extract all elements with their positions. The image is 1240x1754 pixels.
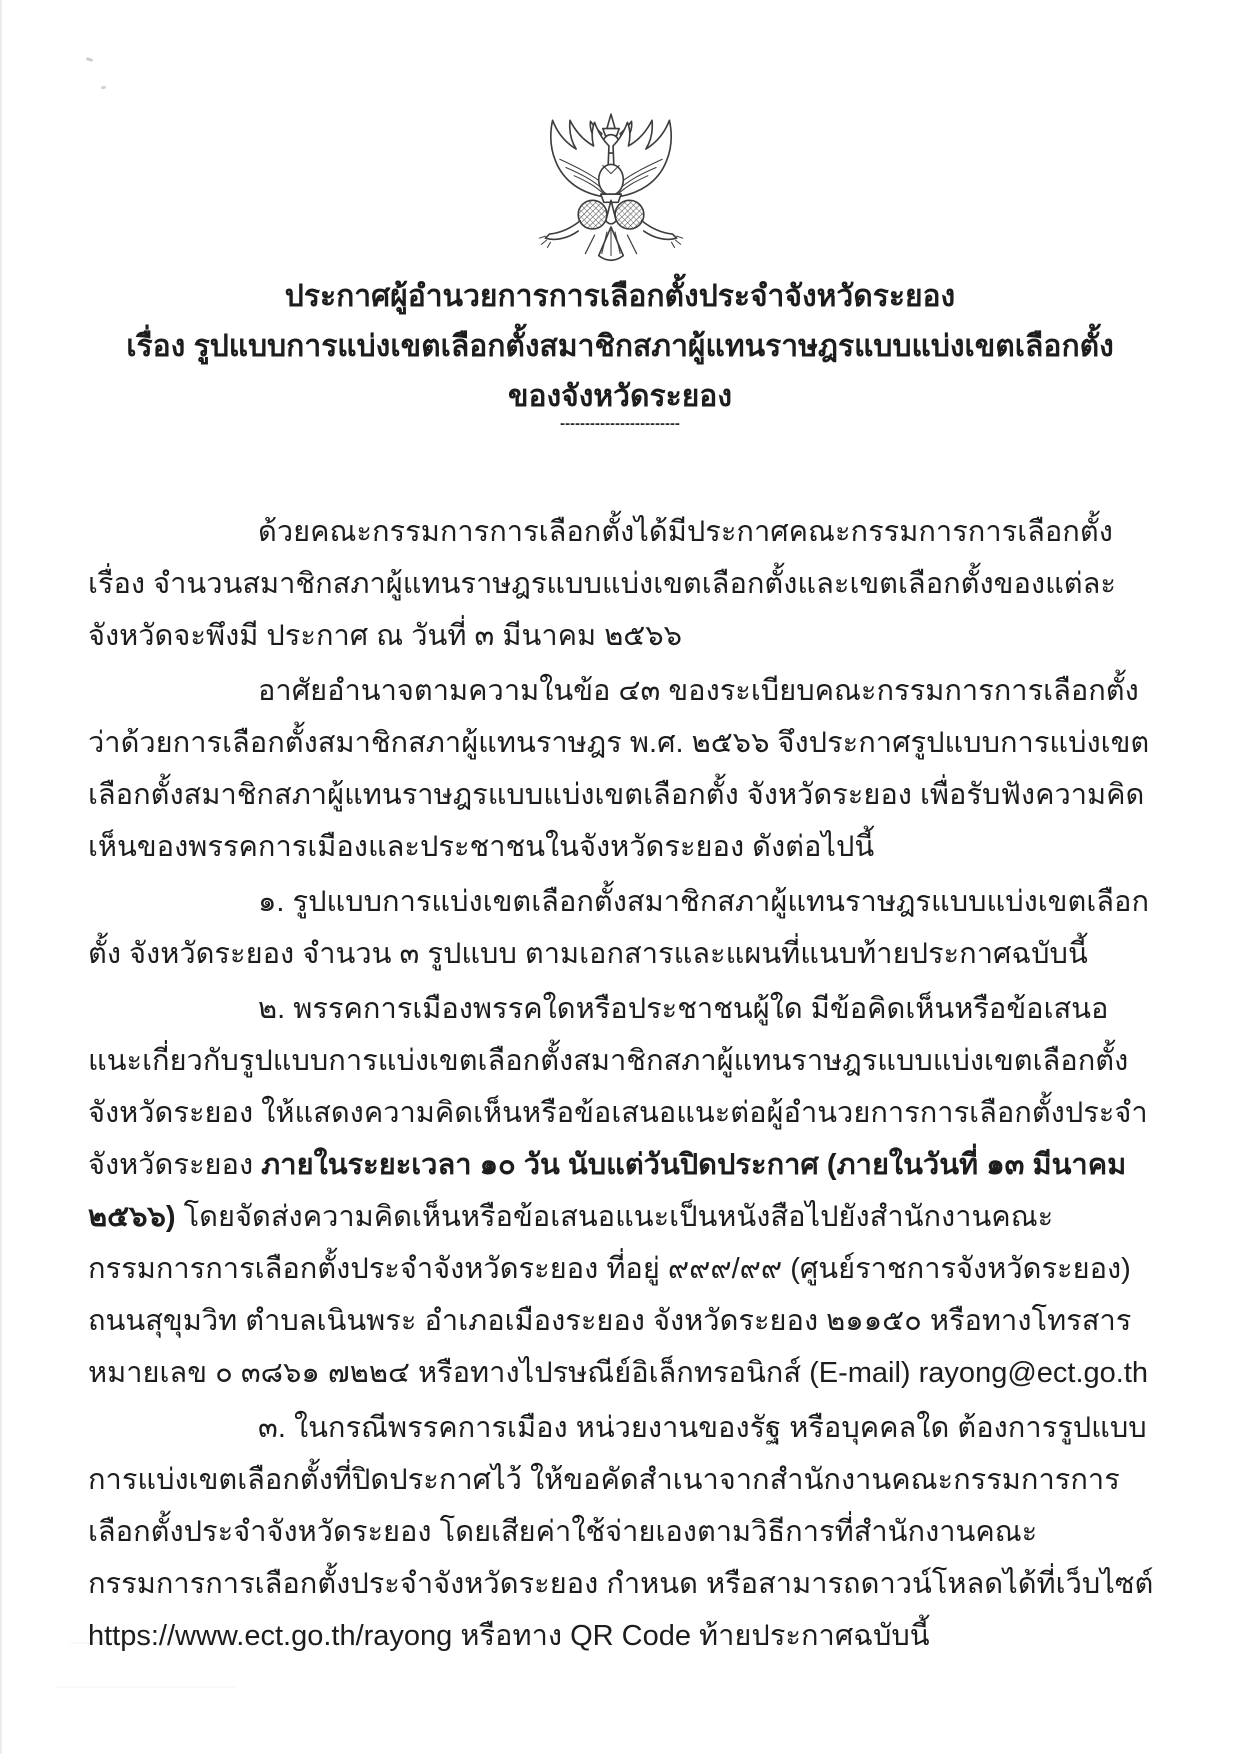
scan-edge-artifact	[0, 0, 2, 1754]
title-block	[0, 272, 1240, 422]
announcement-title-line1: ประกาศผู้อำนวยการการเลือกตั้งประจำจังหวัดระยอง	[284, 280, 956, 313]
paragraph-item-3	[88, 1402, 1154, 1662]
paragraph-text: ๓. ในกรณีพรรคการเมือง หน่วยงานของรัฐ หรือบุคคลใด ต้องการรูปแบบการแบ่งเขตเลือกตั้งที่ปิดประกาศไว้ ให้ขอคัดสำเนาจากสำนักงานคณะกรรมการการเลือกตั้งประจำจังหวัดระยอง โดยเสียค่าใช้จ่ายเองตามวิธีการที่สำนักงานคณะกรรมการการเลือกตั้งประจำจังหวัดระยอง กำหนด หรือสามารถดาวน์โหลดได้ที่เว็บไซต์ https://www.ect.go.th/rayong หรือทาง QR Code ท้ายประกาศฉบับนี้	[88, 1412, 1154, 1652]
paragraph-preamble	[88, 506, 1154, 662]
paragraph-text: ด้วยคณะกรรมการการเลือกตั้งได้มีประกาศคณะกรรมการการเลือกตั้ง เรื่อง จำนวนสมาชิกสภาผู้แทนราษฎรแบบแบ่งเขตเลือกตั้งและเขตเลือกตั้งของแต่ละจังหวัดจะพึงมี ประกาศ ณ วันที่ ๓ มีนาคม ๒๕๖๖	[88, 516, 1116, 652]
paragraph-item-1	[88, 876, 1154, 980]
paragraph-item-2	[88, 983, 1154, 1399]
paragraph-authority	[88, 665, 1154, 873]
document-body	[88, 506, 1154, 1665]
paragraph-text: ๒. พรรคการเมืองพรรคใดหรือประชาชนผู้ใด มีข้อคิดเห็นหรือข้อเสนอแนะเกี่ยวกับรูปแบบการแบ่งเขตเลือกตั้งสมาชิกสภาผู้แทนราษฎรแบบแบ่งเขตเลือกตั้ง จังหวัดระยอง ให้แสดงความคิดเห็นหรือข้อเสนอแนะต่อผู้อำนวยการการเลือกตั้งประจำจังหวัดระยอง	[88, 993, 1148, 1181]
paragraph-text: ๑. รูปแบบการแบ่งเขตเลือกตั้งสมาชิกสภาผู้แทนราษฎรแบบแบ่งเขตเลือกตั้ง จังหวัดระยอง จำนวน ๓ รูปแบบ ตามเอกสารและแผนที่แนบท้ายประกาศฉบับนี้	[88, 886, 1149, 970]
paragraph-text: อาศัยอำนาจตามความในข้อ ๔๓ ของระเบียบคณะกรรมการการเลือกตั้งว่าด้วยการเลือกตั้งสมาชิกสภาผู้แทนราษฎร พ.ศ. ๒๕๖๖ จึงประกาศรูปแบบการแบ่งเขตเลือกตั้งสมาชิกสภาผู้แทนราษฎรแบบแบ่งเขตเลือกตั้ง จังหวัดระยอง เพื่อรับฟังความคิดเห็นของพรรคการเมืองและประชาชนในจังหวัดระยอง ดังต่อไปนี้	[88, 675, 1150, 863]
announcement-subject-line: เรื่อง รูปแบบการแบ่งเขตเลือกตั้งสมาชิกสภาผู้แทนราษฎรแบบแบ่งเขตเลือกตั้ง	[126, 330, 1114, 363]
dashed-divider: ------------------------	[560, 415, 680, 432]
scan-speck	[101, 86, 107, 90]
paragraph-text: โดยจัดส่งความคิดเห็นหรือข้อเสนอแนะเป็นหนังสือไปยังสำนักงานคณะกรรมการการเลือกตั้งประจำจังหวัดระยอง ที่อยู่ ๙๙๙/๙๙ (ศูนย์ราชการจังหวัดระยอง) ถนนสุขุมวิท ตำบลเนินพระ อำเภอเมืองระยอง จังหวัดระยอง ๒๑๑๕๐ หรือทางโทรสารหมายเลข ๐ ๓๘๖๑ ๗๒๒๔ หรือทางไปรษณีย์อิเล็กทรอนิกส์ (E-mail) rayong@ect.go.th	[88, 1201, 1149, 1389]
garuda-emblem-icon	[529, 112, 693, 266]
scan-speck	[86, 57, 94, 62]
deadline-bold-text: ภายในระยะเวลา ๑๐ วัน นับแต่วันปิดประกาศ (ภายในวันที่ ๑๓ มีนาคม ๒๕๖๖)	[88, 1149, 1127, 1233]
scan-smudge	[55, 1686, 235, 1688]
announcement-province-line: ของจังหวัดระยอง	[508, 380, 732, 413]
